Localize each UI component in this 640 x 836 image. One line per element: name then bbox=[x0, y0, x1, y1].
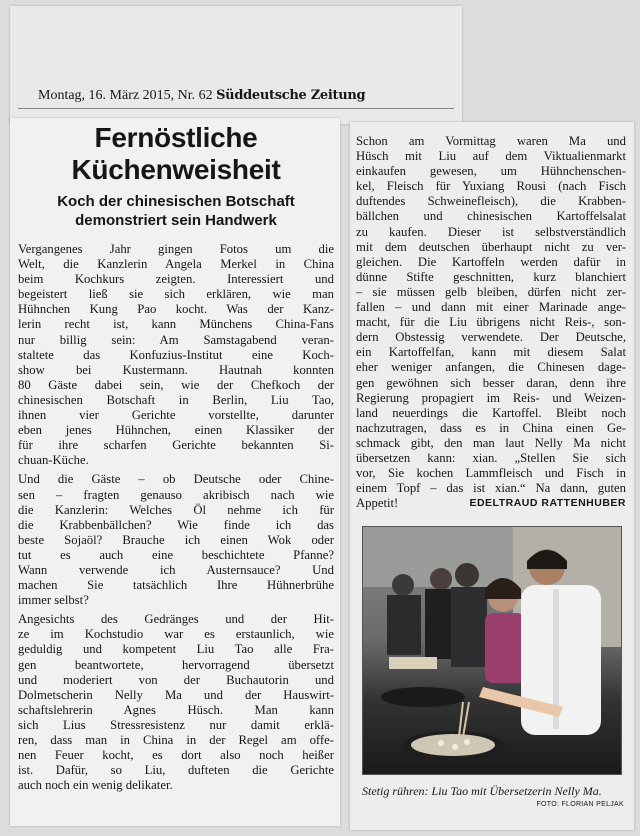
closing-line bbox=[356, 496, 626, 511]
masthead-rule bbox=[18, 108, 454, 109]
text-line: immer selbst? bbox=[18, 593, 89, 608]
text-line: chinesischen Botschaft in Berlin, Liu Tao, bbox=[18, 392, 334, 407]
article-photo bbox=[362, 526, 622, 775]
dateline bbox=[38, 88, 365, 104]
text-line: eben jenes Hühnchen, einen Klassiker der bbox=[18, 423, 334, 438]
text-line: einem Topf – das ist xian.“ Na dann, guten bbox=[356, 481, 626, 496]
article-left-column bbox=[10, 118, 340, 826]
text-line: Und die Gäste – ob Deutsche oder Chine- bbox=[18, 472, 334, 487]
photo-illustration bbox=[363, 527, 621, 774]
text-line: nur billig sein: Am Samstagabend veran- bbox=[18, 332, 334, 347]
text-line: beste Sojaöl? Brauche ich einen Wok oder bbox=[18, 532, 334, 547]
text-line: land neuerdings die Kartoffel. Bleibt noch bbox=[356, 405, 626, 420]
text-line: und moderiert von der Buchautorin und bbox=[18, 672, 334, 687]
closing-word: Appetit! bbox=[356, 496, 399, 511]
text-line: Regierung propagiert im Reis- und Weizen- bbox=[356, 390, 626, 405]
text-line: Angesichts des Gedränges und der Hit- bbox=[18, 612, 334, 627]
text-line: Welt, die Kanzlerin Angela Merkel in China bbox=[18, 257, 334, 272]
text-line: gleichen. Die Kartoffeln werden dafür in bbox=[356, 254, 626, 269]
text-line: dern Obstessig verwendete. Der Deutsche, bbox=[356, 330, 626, 345]
text-line: dünne Stifte geschnitten, kurz blanchiert bbox=[356, 269, 626, 284]
headline-line-1: Fernöstliche bbox=[94, 122, 258, 153]
text-line: 80 Gäste dabei sein, wie der Chefkoch der bbox=[18, 377, 334, 392]
text-line: – sie müssen gelb bleiben, dürfen nicht zer- bbox=[356, 284, 626, 299]
text-line: vor, Sie kochen Lammfleisch und Fisch in bbox=[356, 466, 626, 481]
text-line: ren, dass man in China in der Regel am offe- bbox=[18, 733, 334, 747]
text-line: sen – fragten genauso akribisch nach wie bbox=[18, 487, 334, 502]
subheadline-line-2: demonstriert sein Handwerk bbox=[75, 212, 277, 229]
caption-lead: Stetig rühren: bbox=[362, 784, 429, 798]
masthead bbox=[10, 6, 462, 124]
text-line: chuan-Küche. bbox=[18, 453, 89, 468]
text-line: begeistert ließ sie sich erklären, wie man bbox=[18, 287, 334, 302]
text-line: geduldig und kompetent Liu Tao alle Fra- bbox=[18, 642, 334, 657]
text-line: Hühnchen Kung Pao kocht. Was der Kanz- bbox=[18, 302, 334, 317]
text-line: schmack gibt, den man laut Nelly Ma nicht bbox=[356, 435, 626, 450]
text-line: macht, für die Liu übrigens nicht Reis-, son- bbox=[356, 315, 626, 330]
text-line: lerin recht ist, kann Münchens China-Fans bbox=[18, 317, 334, 332]
text-line: Dolmetscherin Nelly Ma und der Hauswirt- bbox=[18, 687, 334, 702]
caption-text: Liu Tao mit Übersetzerin Nelly Ma. bbox=[431, 784, 602, 798]
subheadline-line-1: Koch der chinesischen Botschaft bbox=[57, 193, 295, 210]
text-line: mit dem deutschen überhaupt nicht zu ver- bbox=[356, 239, 626, 254]
text-line: tut es auch eine beschichtete Pfanne? bbox=[18, 547, 334, 562]
text-line: Schon am Vormittag waren Ma und bbox=[356, 134, 626, 148]
text-line: beim Kochkurs zeigten. Interessiert und bbox=[18, 272, 334, 287]
text-line: die Kanzlerin: Welches Öl nehme ich für bbox=[18, 502, 334, 517]
author-byline: EDELTRAUD RATTENHUBER bbox=[469, 497, 626, 510]
text-line: fallen – und dann mit einer Marinade ange- bbox=[356, 300, 626, 315]
text-line: nachzutragen, dass es in China einen Ge- bbox=[356, 420, 626, 435]
text-line: schaftslehrerin Agnes Hüsch. Man kann bbox=[18, 702, 334, 717]
text-line: ein Kartoffelfan, kann mit diesem Salat bbox=[356, 345, 626, 360]
text-line: nen Feuer kocht, es dort also noch heißer bbox=[18, 748, 334, 763]
text-line: kel, Fleisch für Yuxiang Rousi (nach Fisch bbox=[356, 179, 626, 194]
text-line: duftendes Schweinefleisch), die Krabben- bbox=[356, 194, 626, 209]
photo-caption bbox=[362, 784, 620, 798]
text-line: gen beantwortete, hervorragend übersetzt bbox=[18, 657, 334, 672]
photo-credit: FOTO: FLORIAN PELJAK bbox=[536, 801, 624, 808]
newspaper-name: Süddeutsche Zeitung bbox=[216, 88, 366, 103]
text-line: auch noch ein wenig delikater. bbox=[18, 778, 173, 793]
text-line: staltete das Konfuzius-Institut eine Koch- bbox=[18, 347, 334, 362]
body-text-right bbox=[356, 134, 626, 496]
text-line: für ihre scharfen Gerichte bekannten Si- bbox=[18, 438, 334, 453]
text-line: eher weniger anfangen, die Chinesen dage- bbox=[356, 360, 626, 375]
headline-line-2: Küchenweisheit bbox=[71, 154, 281, 185]
subheadline bbox=[18, 192, 334, 230]
text-line: machen Sie tatsächlich Ihre Hühnerbrühe bbox=[18, 578, 334, 593]
text-line: bällchen und chinesischen Kartoffelsalat bbox=[356, 209, 626, 224]
text-line: übersetzen kann: xian. „Stellen Sie sich bbox=[356, 450, 626, 465]
headline bbox=[18, 122, 334, 186]
text-line: einkaufen gewesen, um Hühnchenschen- bbox=[356, 164, 626, 179]
text-line: Hüsch mit Liu auf dem Viktualienmarkt bbox=[356, 149, 626, 164]
text-line: ze im Kochstudio war es erstaunlich, wie bbox=[18, 627, 334, 642]
text-line: Vergangenes Jahr gingen Fotos um die bbox=[18, 242, 334, 256]
text-line: gen gewöhnen sich besser daran, denn ihre bbox=[356, 375, 626, 390]
text-line: die Krabbenbällchen? Wie finde ich das bbox=[18, 517, 334, 532]
text-line: ihnen vier Gerichte vorstellte, darunter bbox=[18, 408, 334, 423]
text-line: show bei Kustermann. Hautnah konnten bbox=[18, 362, 334, 377]
article-right-column bbox=[350, 122, 634, 830]
text-line: ist. Dafür, so Liu, dufteten die Gerichte bbox=[18, 763, 334, 778]
dateline-date: Montag, 16. März 2015, Nr. 62 bbox=[38, 88, 213, 103]
text-line: Wann verwende ich Austernsauce? Und bbox=[18, 562, 334, 577]
text-line: sich Lius Stressresistenz nur damit erklä- bbox=[18, 717, 334, 732]
body-text-left bbox=[18, 242, 334, 793]
text-line: zu kaufen. Dieser ist selbstverständlich bbox=[356, 224, 626, 239]
